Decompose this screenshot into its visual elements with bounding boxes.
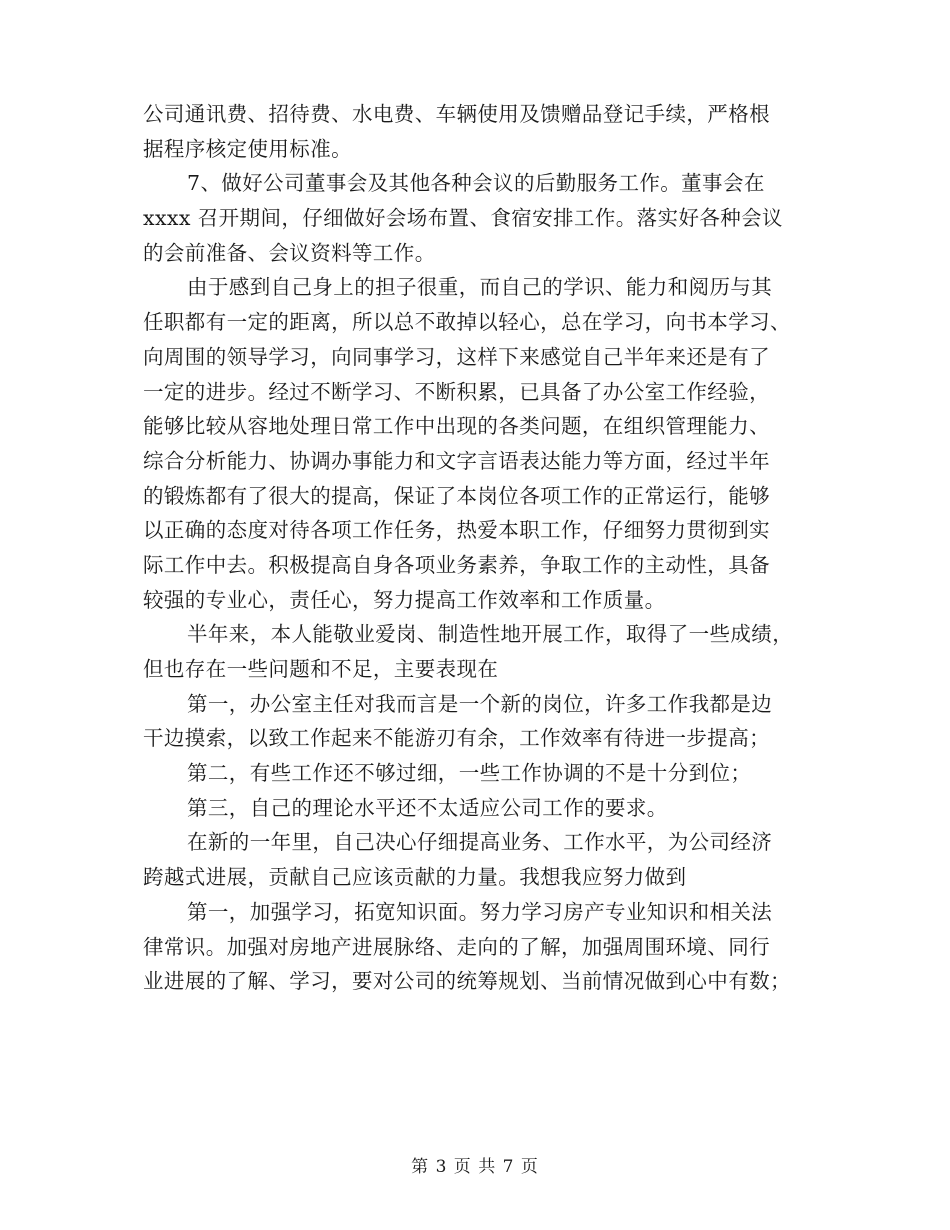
paragraph	[143, 687, 815, 756]
text-line: 第一，办公室主任对我而言是一个新的岗位，许多工作我都是边	[187, 691, 773, 716]
text-line: 以正确的态度对待各项工作任务，热爱本职工作，仔细努力贯彻到实	[143, 518, 770, 543]
text-line: 但也存在一些问题和不足，主要表现在	[143, 657, 499, 681]
text-line: xxxx 召开期间，仔细做好会场布置、食宿安排工作。落实好各种会议	[143, 206, 783, 231]
text-line: 业进展的了解、学习，要对公司的统筹规划、当前情况做到心中有数；	[143, 969, 791, 994]
paragraph	[143, 825, 815, 894]
paragraph	[143, 756, 815, 791]
text-line: 的会前准备、会议资料等工作。	[143, 240, 436, 265]
page-number: 第 3 页 共 7 页	[411, 1157, 539, 1177]
paragraph	[143, 97, 815, 166]
text-line: 第一，加强学习，拓宽知识面。努力学习房产专业知识和相关法	[187, 899, 773, 924]
text-line: 一定的进步。经过不断学习、不断积累，已具备了办公室工作经验，	[143, 379, 770, 404]
text-line: 第二，有些工作还不够过细，一些工作协调的不是十分到位；	[187, 761, 752, 786]
text-line: 半年来，本人能敬业爱岗、制造性地开展工作，取得了一些成绩，	[187, 622, 794, 647]
text-line: 干边摸索，以致工作起来不能游刃有余，工作效率有待进一步提高；	[143, 726, 770, 751]
document-body	[143, 97, 815, 999]
text-line: 综合分析能力、协调办事能力和文字言语表达能力等方面，经过半年	[143, 448, 770, 473]
text-line: 据程序核定使用标准。	[143, 136, 352, 161]
text-line: 跨越式进展，贡献自己应该贡献的力量。我想我应努力做到	[143, 865, 687, 890]
paragraph	[143, 617, 815, 686]
text-line: 在新的一年里，自己决心仔细提高业务、工作水平，为公司经济	[187, 830, 773, 855]
paragraph	[143, 270, 815, 617]
text-line: 能够比较从容地处理日常工作中出现的各类问题，在组织管理能力、	[143, 414, 770, 439]
text-line: 由于感到自己身上的担子很重，而自己的学识、能力和阅历与其	[187, 275, 773, 300]
paragraph	[143, 791, 815, 826]
text-line: 律常识。加强对房地产进展脉络、走向的了解，加强周围环境、同行	[143, 934, 770, 959]
text-line: 第三，自己的理论水平还不太适应公司工作的要求。	[187, 795, 668, 820]
paragraph	[143, 895, 815, 999]
text-line: 的锻炼都有了很大的提高，保证了本岗位各项工作的正常运行，能够	[143, 483, 770, 508]
text-line: 较强的专业心，责任心，努力提高工作效率和工作质量。	[143, 587, 666, 612]
text-line: 7、做好公司董事会及其他各种会议的后勤服务工作。董事会在	[187, 171, 765, 196]
text-line: 向周围的领导学习，向同事学习，这样下来感觉自己半年来还是有了	[143, 344, 770, 369]
paragraph	[143, 166, 815, 270]
text-line: 际工作中去。积极提高自身各项业务素养，争取工作的主动性，具备	[143, 552, 770, 577]
text-line: 任职都有一定的距离，所以总不敢掉以轻心，总在学习，向书本学习、	[143, 310, 791, 335]
text-line: 公司通讯费、招待费、水电费、车辆使用及馈赠品登记手续，严格根	[143, 102, 770, 126]
